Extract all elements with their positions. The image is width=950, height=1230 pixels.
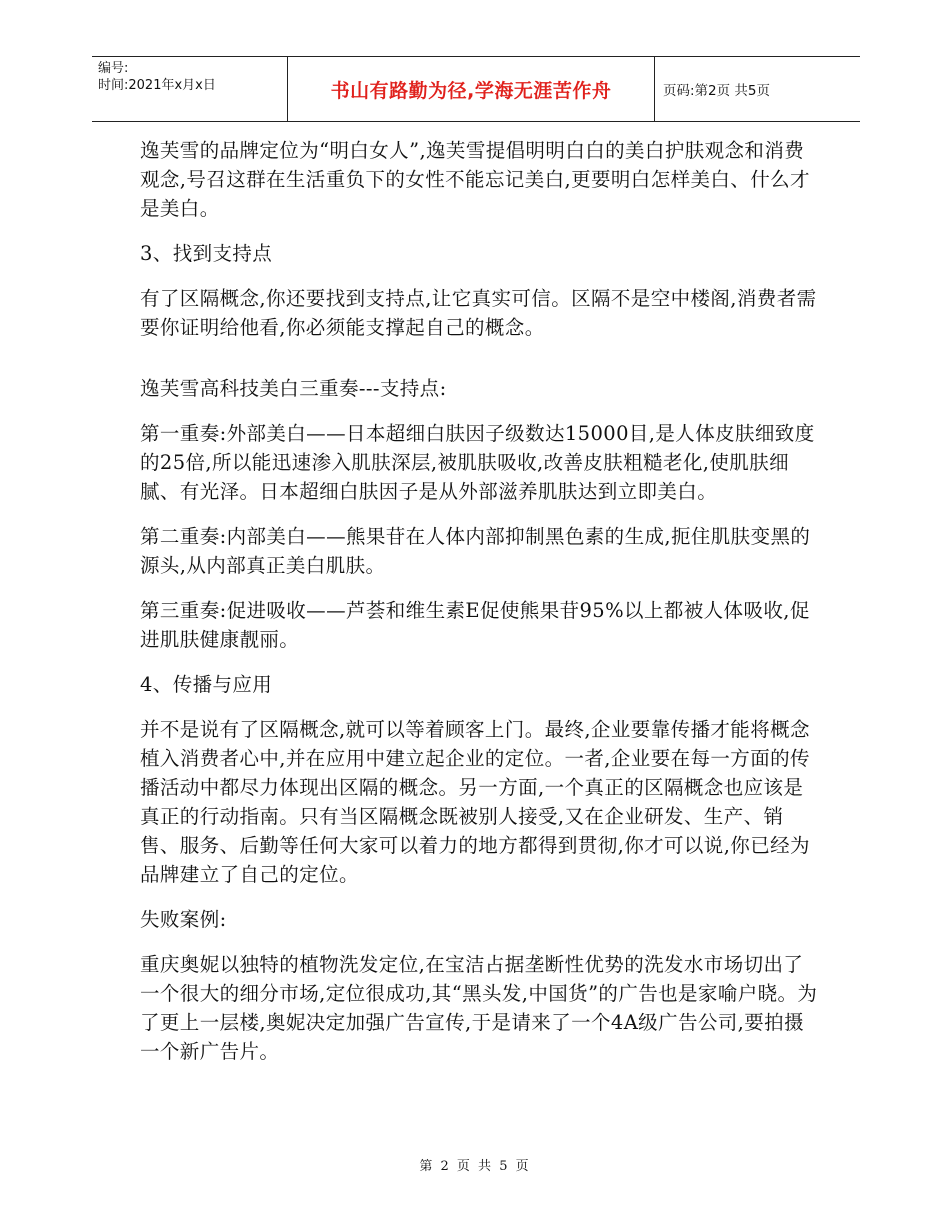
section-heading-communication: 4、传播与应用 (140, 673, 273, 696)
page-footer: 第 2 页 共 5 页 (419, 1159, 531, 1174)
page-header (92, 56, 860, 122)
paragraph-three-steps-title: 逸芙雪高科技美白三重奏---支持点: (140, 377, 447, 400)
document-body (140, 136, 820, 1082)
document-id-label: 编号: (98, 61, 129, 76)
paragraph-step-two: 第二重奏:内部美白——熊果苷在人体内部抑制黑色素的生成,扼住肌肤变黑的源头,从内部真正美白肌肤。 (140, 525, 811, 577)
paragraph-step-three: 第三重奏:促进吸收——芦荟和维生素E促使熊果苷95%以上都被人体吸收,促进肌肤健康靓丽。 (140, 599, 810, 651)
section-heading-support-point: 3、找到支持点 (140, 242, 273, 265)
paragraph-support-point: 有了区隔概念,你还要找到支持点,让它真实可信。区隔不是空中楼阁,消费者需要你证明给他看,你必须能支撑起自己的概念。 (140, 287, 817, 339)
paragraph-step-one: 第一重奏:外部美白——日本超细白肤因子级数达15000目,是人体皮肤细致度的25倍,所以能迅速渗入肌肤深层,被肌肤吸收,改善皮肤粗糙老化,使肌肤细腻、有光泽。日本超细白肤因子是从外部滋养肌肤达到立即美白。 (140, 422, 815, 503)
header-page-info: 页码:第2页 共5页 (663, 83, 771, 99)
paragraph-failure-case: 重庆奥妮以独特的植物洗发定位,在宝洁占据垄断性优势的洗发水市场切出了一个很大的细分市场,定位很成功,其“黑头发,中国货”的广告也是家喻户晓。为了更上一层楼,奥妮决定加强广告宣传,于是请来了一个4A级广告公司,要拍摄一个新广告片。 (140, 953, 818, 1063)
paragraph-communication: 并不是说有了区隔概念,就可以等着顾客上门。最终,企业要靠传播才能将概念植入消费者心中,并在应用中建立起企业的定位。一者,企业要在每一方面的传播活动中都尽力体现出区隔的概念。另一方面,一个真正的区隔概念也应该是真正的行动指南。只有当区隔概念既被别人接受,又在企业研发、生产、销售、服务、后勤等任何大家可以着力的地方都得到贯彻,你才可以说,你已经为品牌建立了自己的定位。 (140, 718, 810, 886)
header-meta (92, 57, 287, 121)
section-heading-failure-case: 失败案例: (140, 908, 227, 931)
document-date: 时间:2021年x月x日 (98, 78, 216, 93)
paragraph-brand-positioning: 逸芙雪的品牌定位为“明白女人”,逸芙雪提倡明明白白的美白护肤观念和消费观念,号召这群在生活重负下的女性不能忘记美白,更要明白怎样美白、什么才是美白。 (140, 139, 810, 220)
header-motto: 书山有路勤为径,学海无涯苦作舟 (287, 57, 655, 121)
